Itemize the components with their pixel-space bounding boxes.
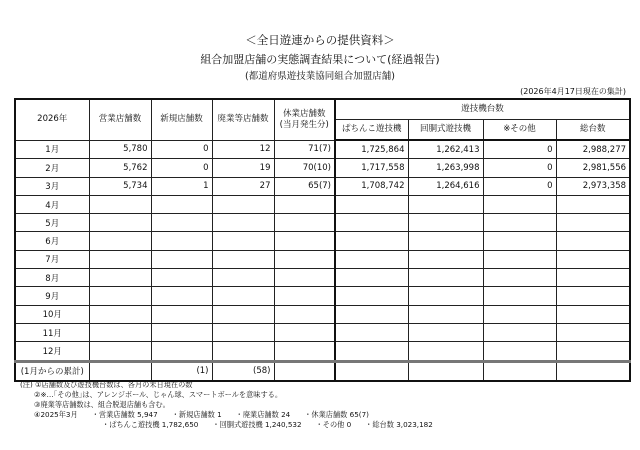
header-suspended-sub: (当月発生分) [279, 119, 329, 130]
cell-other [483, 342, 556, 361]
header-pachinko: ぱちんこ遊技機 [335, 120, 408, 141]
header-new-stores: 新規店舗数 [151, 99, 212, 140]
cell-slot [408, 269, 483, 287]
cell-closed [212, 269, 274, 287]
cell-total [556, 361, 630, 381]
note-4-item: ・廃業店舗数 24 [235, 410, 291, 419]
cell-other [483, 269, 556, 287]
table-row [15, 269, 630, 287]
survey-table [14, 98, 631, 382]
cell-new [151, 305, 212, 323]
doc-title: 組合加盟店舗の実態調査結果について(経過報告) [200, 53, 440, 66]
header-suspended-stores [274, 99, 335, 140]
note-4-item: ・新規店舗数 1 [171, 410, 222, 419]
cell-closed [212, 305, 274, 323]
cell-pachinko [335, 250, 408, 268]
cell-new [151, 195, 212, 213]
cell-suspended [274, 232, 335, 250]
cell-slot [408, 250, 483, 268]
cell-month: 11月 [15, 323, 89, 341]
cell-slot [408, 323, 483, 341]
cell-open: 5,762 [89, 159, 151, 177]
cell-suspended [274, 287, 335, 305]
cell-suspended: 71(7) [274, 140, 335, 159]
table-row [15, 214, 630, 232]
cell-open [89, 305, 151, 323]
cell-new [151, 269, 212, 287]
cell-month: 3月 [15, 177, 89, 195]
cell-open [89, 342, 151, 361]
header-other: ※その他 [483, 120, 556, 141]
cell-other: 0 [483, 159, 556, 177]
cell-other [483, 323, 556, 341]
cell-month: 10月 [15, 305, 89, 323]
table-row [15, 195, 630, 213]
table-row [15, 177, 630, 195]
cell-month: 9月 [15, 287, 89, 305]
cell-pachinko [335, 195, 408, 213]
cell-other [483, 305, 556, 323]
cell-month: 4月 [15, 195, 89, 213]
cell-month: 6月 [15, 232, 89, 250]
cell-pachinko: 1,708,742 [335, 177, 408, 195]
header-suspended-label: 休業店舗数 [282, 108, 326, 119]
header-year: 2026年 [15, 99, 89, 140]
cell-slot [408, 214, 483, 232]
cell-total: 2,988,277 [556, 140, 630, 159]
cell-suspended [274, 342, 335, 361]
cell-pachinko [335, 361, 408, 381]
cell-other [483, 250, 556, 268]
cell-closed: 27 [212, 177, 274, 195]
cell-closed [212, 232, 274, 250]
cell-total [556, 250, 630, 268]
cell-total [556, 232, 630, 250]
cell-open [89, 361, 151, 381]
cell-suspended [274, 305, 335, 323]
cell-suspended [274, 323, 335, 341]
cell-closed [212, 195, 274, 213]
cell-slot [408, 195, 483, 213]
note-1: ①店舗数及び遊技機台数は、各月の末日現在の数 [35, 380, 193, 389]
cell-month: 12月 [15, 342, 89, 361]
note-2: ②※…｢その他｣は、アレンジボール、じゃん球、スマートボールを意味する。 [34, 390, 283, 399]
note-4-item: ・ぱちんこ遊技機 1,782,650 [102, 420, 199, 429]
note-3: ③廃業等店舗数は、組合脱退店舗も含む。 [34, 400, 170, 409]
cell-suspended [274, 250, 335, 268]
doc-subtitle: (都道府県遊技業協同組合加盟店舗) [245, 71, 395, 82]
cell-month: 8月 [15, 269, 89, 287]
cell-new [151, 287, 212, 305]
cell-open: 5,780 [89, 140, 151, 159]
cell-pachinko [335, 232, 408, 250]
cell-other [483, 195, 556, 213]
cell-open [89, 269, 151, 287]
table-row [15, 287, 630, 305]
cell-total [556, 342, 630, 361]
table-row [15, 159, 630, 177]
notes-label: (注) [20, 380, 33, 389]
cell-other [483, 214, 556, 232]
header-total: 総台数 [556, 120, 630, 141]
cell-total [556, 214, 630, 232]
table-row [15, 250, 630, 268]
cell-month: 1月 [15, 140, 89, 159]
cell-new [151, 232, 212, 250]
cell-other [483, 287, 556, 305]
cell-slot [408, 342, 483, 361]
cell-pachinko: 1,717,558 [335, 159, 408, 177]
header-closed-stores: 廃業等店舗数 [212, 99, 274, 140]
cell-total: 2,981,556 [556, 159, 630, 177]
cell-suspended: 70(10) [274, 159, 335, 177]
cell-pachinko [335, 342, 408, 361]
cell-other: 0 [483, 177, 556, 195]
cell-slot [408, 361, 483, 381]
cell-month: 2月 [15, 159, 89, 177]
cell-total [556, 323, 630, 341]
cell-open [89, 214, 151, 232]
cell-slot [408, 232, 483, 250]
cell-suspended [274, 195, 335, 213]
cell-pachinko [335, 269, 408, 287]
cell-total [556, 269, 630, 287]
cell-suspended: 65(7) [274, 177, 335, 195]
table-row [15, 305, 630, 323]
cell-pachinko [335, 305, 408, 323]
cell-new: 0 [151, 159, 212, 177]
cell-closed [212, 342, 274, 361]
header-slot: 回胴式遊技機 [408, 120, 483, 141]
cell-closed [212, 287, 274, 305]
cell-pachinko: 1,725,864 [335, 140, 408, 159]
cell-closed [212, 214, 274, 232]
header-machines: 遊技機台数 [335, 99, 630, 120]
cell-slot: 1,263,998 [408, 159, 483, 177]
cell-open [89, 323, 151, 341]
cell-total [556, 195, 630, 213]
cell-month: 7月 [15, 250, 89, 268]
cell-pachinko [335, 214, 408, 232]
note-4-item: ・回胴式遊技機 1,240,532 [212, 420, 302, 429]
cell-total: 2,973,358 [556, 177, 630, 195]
cell-closed [212, 323, 274, 341]
as-of-date: (2026年4月17日現在の集計) [520, 87, 626, 96]
cell-new [151, 323, 212, 341]
cell-new [151, 250, 212, 268]
table-row [15, 140, 630, 159]
cell-cumulative-label: (1月からの累計) [15, 361, 89, 381]
cell-new: 1 [151, 177, 212, 195]
cell-open [89, 287, 151, 305]
cell-open: 5,734 [89, 177, 151, 195]
note-4-item: ・その他 0 [315, 420, 352, 429]
header-open-stores: 営業店舗数 [89, 99, 151, 140]
note-4-item: ・休業店舗数 65(7) [304, 410, 369, 419]
cell-closed: (58) [212, 361, 274, 381]
cell-month: 5月 [15, 214, 89, 232]
cell-suspended [274, 214, 335, 232]
cell-open [89, 250, 151, 268]
cell-suspended [274, 361, 335, 381]
cell-slot [408, 287, 483, 305]
cumulative-row [15, 361, 630, 381]
cell-open [89, 232, 151, 250]
cell-slot: 1,262,413 [408, 140, 483, 159]
doc-title-source: ＜全日遊連からの提供資料＞ [245, 33, 395, 47]
cell-new [151, 214, 212, 232]
cell-suspended [274, 269, 335, 287]
cell-new [151, 342, 212, 361]
cell-closed: 12 [212, 140, 274, 159]
table-row [15, 232, 630, 250]
cell-closed [212, 250, 274, 268]
note-4-head: ④2025年3月 [34, 410, 78, 419]
cell-total [556, 287, 630, 305]
cell-other [483, 232, 556, 250]
cell-other: 0 [483, 140, 556, 159]
cell-slot: 1,264,616 [408, 177, 483, 195]
cell-new: (1) [151, 361, 212, 381]
notes [20, 380, 447, 430]
cell-slot [408, 305, 483, 323]
note-4-item: ・総台数 3,023,182 [365, 420, 433, 429]
cell-closed: 19 [212, 159, 274, 177]
cell-open [89, 195, 151, 213]
cell-new: 0 [151, 140, 212, 159]
cell-other [483, 361, 556, 381]
cell-total [556, 305, 630, 323]
cell-pachinko [335, 287, 408, 305]
note-4-item: ・営業店舗数 5,947 [91, 410, 158, 419]
cell-pachinko [335, 323, 408, 341]
table-row [15, 342, 630, 361]
table-row [15, 323, 630, 341]
